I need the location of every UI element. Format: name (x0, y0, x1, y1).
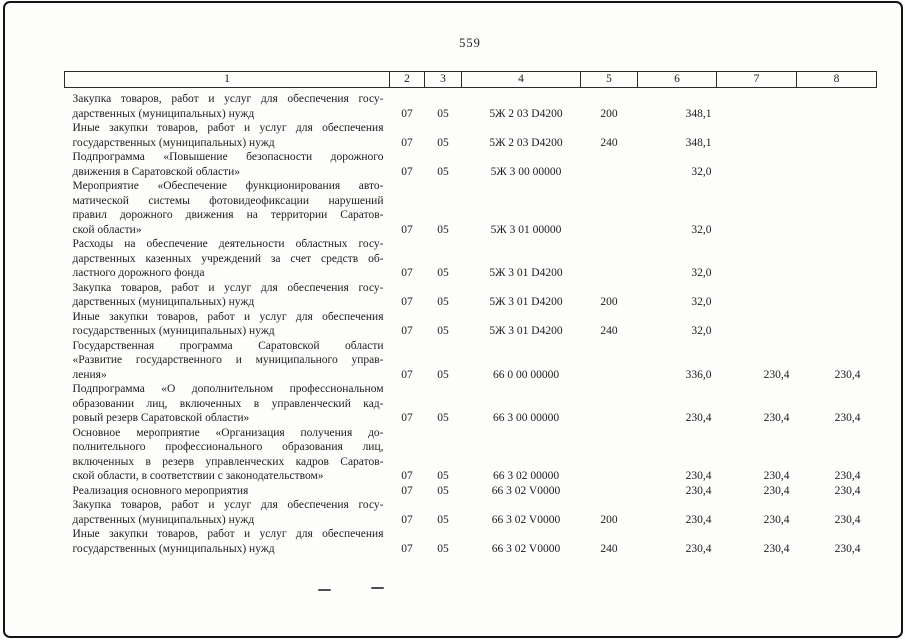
cell-expense-type: 200 (600, 296, 618, 308)
description-line: Расходы на обеспечение деятельности областных госу- (72, 238, 384, 250)
cell-amount-2 (717, 237, 797, 281)
cell-expense-type (581, 426, 638, 484)
cell-razdel: 07 (401, 412, 413, 424)
column-header-8: 8 (797, 72, 877, 88)
cell-podrazdel: 05 (437, 325, 449, 337)
cell-amount-1: 230,4 (685, 513, 712, 526)
cell-expense-type: 240 (600, 542, 618, 555)
scan-artifact (318, 589, 331, 591)
description-line: включенных в резерв управленческих кадров Саратов- (72, 455, 384, 468)
cell-razdel: 07 (401, 484, 413, 497)
row-description (65, 339, 390, 383)
cell-razdel: 07 (401, 296, 413, 308)
description-line: образовании лиц, включенных в управленческий кад- (72, 397, 384, 410)
cell-amount-3: 230,4 (834, 412, 861, 424)
description-line: ровый резерв Саратовской области» (72, 412, 250, 424)
column-header-7: 7 (717, 72, 797, 88)
cell-expense-type (581, 150, 638, 179)
description-line: государственных (муниципальных) нужд (72, 136, 275, 149)
table-row (65, 281, 877, 310)
cell-expense-type (581, 484, 638, 499)
cell-podrazdel: 05 (437, 368, 449, 381)
row-description (65, 150, 390, 179)
row-description (65, 281, 390, 310)
cell-amount-1: 348,1 (685, 136, 712, 149)
description-line: Иные закупки товаров, работ и услуг для обеспечения (72, 310, 384, 323)
table-row (65, 484, 877, 499)
description-line: дарственных (муниципальных) нужд (72, 513, 255, 526)
cell-amount-3 (797, 150, 877, 179)
table-row (65, 179, 877, 237)
description-line: ской области» (72, 223, 142, 236)
table-row (65, 339, 877, 383)
cell-expense-type (581, 382, 638, 426)
cell-amount-2: 230,4 (763, 484, 790, 497)
cell-razdel: 07 (401, 513, 413, 526)
cell-amount-3 (797, 88, 877, 122)
cell-amount-3: 230,4 (834, 470, 861, 482)
cell-expense-type: 240 (600, 325, 618, 337)
cell-razdel: 07 (401, 470, 413, 482)
description-line: Государственная программа Саратовской области (72, 339, 384, 352)
cell-podrazdel: 05 (437, 484, 449, 497)
row-description (65, 527, 390, 556)
column-header-6: 6 (638, 72, 717, 88)
cell-podrazdel: 05 (437, 412, 449, 424)
cell-amount-1: 32,0 (691, 296, 712, 308)
cell-amount-3 (797, 179, 877, 237)
description-line: Закупка товаров, работ и услуг для обеспечения госу- (72, 93, 384, 105)
cell-podrazdel: 05 (437, 165, 449, 178)
cell-amount-3: 230,4 (834, 513, 861, 526)
table-row (65, 121, 877, 150)
description-line: ления» (72, 368, 107, 381)
description-line: движения в Саратовской области» (72, 165, 241, 178)
row-description (65, 484, 390, 499)
cell-target-code: 66 3 00 00000 (492, 412, 560, 424)
cell-target-code: 5Ж 3 01 D4200 (489, 325, 563, 337)
cell-target-code: 66 3 02 V0000 (491, 513, 561, 526)
column-header-2: 2 (390, 72, 425, 88)
scan-artifact (371, 587, 384, 589)
table-row (65, 237, 877, 281)
cell-razdel: 07 (401, 368, 413, 381)
cell-expense-type: 200 (600, 107, 618, 120)
cell-amount-1: 32,0 (691, 267, 712, 279)
cell-target-code: 5Ж 3 01 D4200 (489, 267, 563, 279)
cell-target-code: 66 0 00 00000 (492, 368, 560, 381)
column-header-3: 3 (425, 72, 462, 88)
description-line: Реализация основного мероприятия (72, 484, 249, 497)
row-description (65, 498, 390, 527)
description-line: Основное мероприятие «Организация получения до- (72, 426, 384, 439)
cell-razdel: 07 (401, 136, 413, 149)
cell-razdel: 07 (401, 165, 413, 178)
description-line: полнительного профессионального образования лиц, (72, 441, 384, 453)
cell-amount-2: 230,4 (763, 513, 790, 526)
table-row (65, 88, 877, 122)
cell-amount-3: 230,4 (834, 542, 861, 555)
cell-amount-2 (717, 179, 797, 237)
cell-podrazdel: 05 (437, 513, 449, 526)
cell-target-code: 66 3 02 00000 (492, 470, 560, 482)
cell-amount-3 (797, 237, 877, 281)
cell-amount-2: 230,4 (763, 542, 790, 555)
cell-amount-2: 230,4 (763, 470, 790, 482)
table-row (65, 310, 877, 339)
cell-amount-3: 230,4 (834, 368, 861, 381)
table-header-row (65, 72, 877, 88)
row-description (65, 310, 390, 339)
description-line: государственных (муниципальных) нужд (72, 542, 275, 555)
cell-expense-type (581, 179, 638, 237)
description-line: Подпрограмма «О дополнительном профессиональном (72, 383, 384, 395)
cell-amount-2: 230,4 (763, 412, 790, 424)
cell-target-code: 5Ж 3 01 D4200 (489, 296, 563, 308)
description-line: дарственных казенных учреждений за счет средств об- (72, 252, 384, 265)
cell-amount-1: 32,0 (691, 223, 712, 236)
cell-amount-2 (717, 281, 797, 310)
cell-podrazdel: 05 (437, 470, 449, 482)
description-line: «Развитие государственного и муниципального управ- (72, 354, 384, 366)
row-description (65, 237, 390, 281)
cell-amount-1: 348,1 (685, 107, 712, 120)
cell-expense-type: 240 (600, 136, 618, 149)
cell-target-code: 66 3 02 V0000 (491, 542, 561, 555)
cell-amount-1: 230,4 (685, 542, 712, 555)
description-line: ластного дорожного фонда (72, 267, 205, 279)
description-line: Закупка товаров, работ и услуг для обеспечения госу- (72, 281, 384, 294)
table-row (65, 382, 877, 426)
row-description (65, 382, 390, 426)
budget-table (64, 71, 877, 556)
cell-amount-3 (797, 281, 877, 310)
cell-target-code: 66 3 02 V0000 (491, 484, 561, 497)
description-line: правил дорожного движения на территории Саратов- (72, 209, 384, 221)
cell-amount-3 (797, 310, 877, 339)
cell-podrazdel: 05 (437, 223, 449, 236)
page-number: 559 (459, 36, 481, 50)
description-line: матической системы фотовидеофиксации нарушений (72, 194, 384, 207)
description-line: Мероприятие «Обеспечение функционирования авто- (72, 180, 384, 192)
cell-razdel: 07 (401, 223, 413, 236)
row-description (65, 121, 390, 150)
cell-amount-1: 32,0 (691, 165, 712, 178)
cell-podrazdel: 05 (437, 107, 449, 120)
cell-razdel: 07 (401, 542, 413, 555)
cell-amount-3 (797, 121, 877, 150)
description-line: дарственных (муниципальных) нужд (72, 107, 255, 120)
table-row (65, 426, 877, 484)
cell-amount-1: 230,4 (685, 484, 712, 497)
description-line: Иные закупки товаров, работ и услуг для обеспечения (72, 122, 384, 134)
description-line: государственных (муниципальных) нужд (72, 325, 275, 337)
cell-razdel: 07 (401, 107, 413, 120)
row-description (65, 88, 390, 122)
cell-podrazdel: 05 (437, 267, 449, 279)
cell-amount-1: 32,0 (691, 325, 712, 337)
description-line: Иные закупки товаров, работ и услуг для обеспечения (72, 528, 384, 540)
cell-razdel: 07 (401, 325, 413, 337)
cell-amount-1: 230,4 (685, 470, 712, 482)
row-description (65, 179, 390, 237)
cell-amount-3: 230,4 (834, 484, 861, 497)
cell-amount-2 (717, 121, 797, 150)
cell-target-code: 5Ж 3 01 00000 (490, 223, 562, 236)
table-row (65, 527, 877, 556)
cell-amount-1: 230,4 (685, 412, 712, 424)
cell-amount-1: 336,0 (685, 368, 712, 381)
table-row (65, 150, 877, 179)
cell-amount-2 (717, 150, 797, 179)
cell-expense-type (581, 237, 638, 281)
cell-expense-type (581, 339, 638, 383)
cell-amount-2: 230,4 (763, 368, 790, 381)
cell-target-code: 5Ж 2 03 D4200 (489, 107, 563, 120)
description-line: Подпрограмма «Повышение безопасности дорожного (72, 151, 384, 163)
cell-podrazdel: 05 (437, 296, 449, 308)
description-line: ской области, в соответствии с законодательством» (72, 470, 324, 482)
cell-podrazdel: 05 (437, 542, 449, 555)
column-header-4: 4 (462, 72, 581, 88)
table-row (65, 498, 877, 527)
column-header-5: 5 (581, 72, 638, 88)
description-line: Закупка товаров, работ и услуг для обеспечения госу- (72, 499, 384, 511)
description-line: дарственных (муниципальных) нужд (72, 296, 255, 308)
cell-target-code: 5Ж 3 00 00000 (490, 165, 562, 178)
column-header-1: 1 (65, 72, 390, 88)
cell-razdel: 07 (401, 267, 413, 279)
row-description (65, 426, 390, 484)
table-body (65, 88, 877, 557)
cell-podrazdel: 05 (437, 136, 449, 149)
cell-amount-2 (717, 88, 797, 122)
cell-amount-2 (717, 310, 797, 339)
cell-expense-type: 200 (600, 513, 618, 526)
cell-target-code: 5Ж 2 03 D4200 (489, 136, 563, 149)
